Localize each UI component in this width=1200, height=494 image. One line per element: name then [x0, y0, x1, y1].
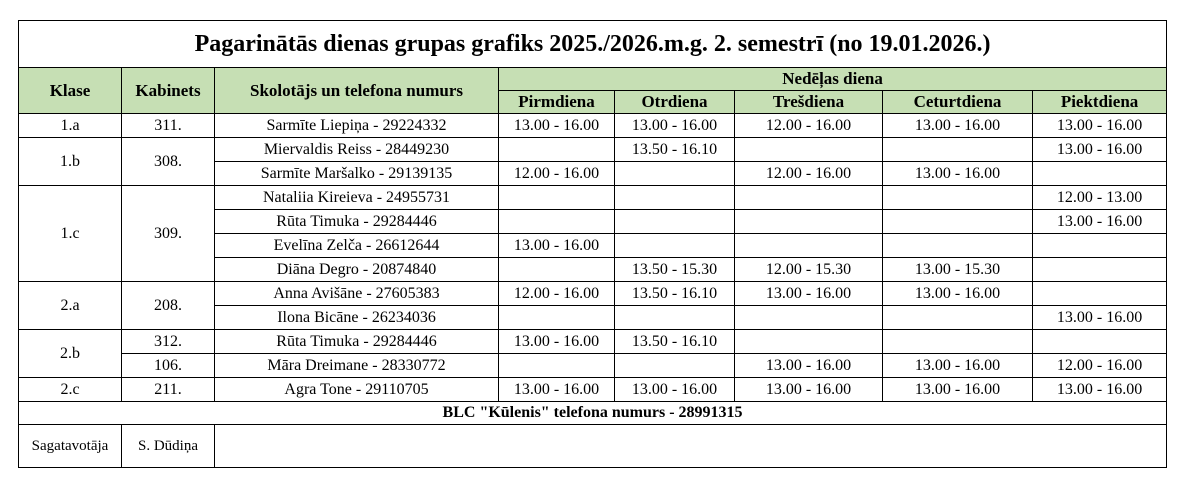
teacher-cell: Evelīna Zelča - 26612644 — [215, 234, 499, 258]
time-cell — [1033, 258, 1167, 282]
prepared-by-label: Sagatavotāja — [19, 425, 122, 468]
time-cell — [1033, 282, 1167, 306]
time-cell: 12.00 - 16.00 — [1033, 354, 1167, 378]
time-cell — [499, 306, 615, 330]
blc-row — [19, 402, 1167, 425]
time-cell: 13.50 - 16.10 — [615, 282, 735, 306]
time-cell: 13.00 - 16.00 — [499, 234, 615, 258]
time-cell — [883, 330, 1033, 354]
time-cell — [735, 186, 883, 210]
teacher-cell: Nataliia Kireieva - 24955731 — [215, 186, 499, 210]
time-cell — [735, 138, 883, 162]
time-cell: 13.00 - 16.00 — [1033, 210, 1167, 234]
header-row-1 — [19, 68, 1167, 91]
time-cell: 13.00 - 16.00 — [1033, 306, 1167, 330]
time-cell — [615, 186, 735, 210]
time-cell: 13.00 - 16.00 — [735, 354, 883, 378]
time-cell — [615, 306, 735, 330]
header-kabinets: Kabinets — [122, 68, 215, 114]
teacher-cell: Sarmīte Maršalko - 29139135 — [215, 162, 499, 186]
kabinets-cell: 309. — [122, 186, 215, 282]
header-day-tresdiena: Trešdiena — [735, 91, 883, 114]
time-cell: 12.00 - 16.00 — [735, 162, 883, 186]
header-day-pirmdiena: Pirmdiena — [499, 91, 615, 114]
time-cell — [615, 162, 735, 186]
time-cell: 13.00 - 16.00 — [615, 114, 735, 138]
kabinets-cell: 312. — [122, 330, 215, 354]
table-row — [19, 282, 1167, 306]
header-day-piektdiena: Piektdiena — [1033, 91, 1167, 114]
time-cell: 13.50 - 16.10 — [615, 330, 735, 354]
table-row — [19, 378, 1167, 402]
kabinets-cell: 311. — [122, 114, 215, 138]
time-cell: 13.00 - 16.00 — [735, 378, 883, 402]
time-cell: 13.00 - 16.00 — [883, 162, 1033, 186]
klase-cell: 2.b — [19, 330, 122, 378]
time-cell: 13.00 - 16.00 — [1033, 138, 1167, 162]
time-cell — [883, 306, 1033, 330]
klase-cell: 2.c — [19, 378, 122, 402]
time-cell: 12.00 - 15.30 — [735, 258, 883, 282]
time-cell — [735, 306, 883, 330]
table-row — [19, 330, 1167, 354]
schedule-table — [18, 20, 1167, 468]
teacher-cell: Rūta Timuka - 29284446 — [215, 210, 499, 234]
time-cell: 13.00 - 16.00 — [883, 354, 1033, 378]
footer-row — [19, 425, 1167, 468]
time-cell — [499, 138, 615, 162]
time-cell: 13.00 - 16.00 — [1033, 378, 1167, 402]
klase-cell: 1.c — [19, 186, 122, 282]
prepared-by-name: S. Dūdiņa — [122, 425, 215, 468]
teacher-cell: Rūta Timuka - 29284446 — [215, 330, 499, 354]
table-row — [19, 186, 1167, 210]
klase-cell: 1.b — [19, 138, 122, 186]
time-cell: 13.00 - 16.00 — [499, 114, 615, 138]
time-cell: 13.50 - 15.30 — [615, 258, 735, 282]
time-cell — [1033, 234, 1167, 258]
header-teacher: Skolotājs un telefona numurs — [215, 68, 499, 114]
time-cell — [883, 138, 1033, 162]
table-row — [19, 114, 1167, 138]
kabinets-cell: 308. — [122, 138, 215, 186]
time-cell — [615, 210, 735, 234]
kabinets-cell: 106. — [122, 354, 215, 378]
time-cell — [883, 186, 1033, 210]
time-cell: 13.00 - 16.00 — [499, 378, 615, 402]
time-cell: 13.00 - 15.30 — [883, 258, 1033, 282]
teacher-cell: Anna Avišāne - 27605383 — [215, 282, 499, 306]
time-cell: 12.00 - 16.00 — [499, 162, 615, 186]
time-cell — [499, 258, 615, 282]
time-cell — [735, 234, 883, 258]
teacher-cell: Agra Tone - 29110705 — [215, 378, 499, 402]
time-cell — [1033, 162, 1167, 186]
klase-cell: 1.a — [19, 114, 122, 138]
blc-phone-text: BLC "Kūlenis" telefona numurs - 28991315 — [19, 402, 1167, 425]
teacher-cell: Diāna Degro - 20874840 — [215, 258, 499, 282]
footer-empty-cell — [215, 425, 1167, 468]
time-cell — [883, 210, 1033, 234]
time-cell: 13.00 - 16.00 — [735, 282, 883, 306]
header-klase: Klase — [19, 68, 122, 114]
page-title: Pagarinātās dienas grupas grafiks 2025./2026.m.g. 2. semestrī (no 19.01.2026.) — [19, 21, 1167, 68]
header-day-otrdiena: Otrdiena — [615, 91, 735, 114]
time-cell — [499, 210, 615, 234]
time-cell: 12.00 - 16.00 — [735, 114, 883, 138]
time-cell: 13.00 - 16.00 — [883, 378, 1033, 402]
time-cell — [883, 234, 1033, 258]
table-row — [19, 354, 1167, 378]
kabinets-cell: 211. — [122, 378, 215, 402]
klase-cell: 2.a — [19, 282, 122, 330]
time-cell — [499, 354, 615, 378]
time-cell: 13.00 - 16.00 — [499, 330, 615, 354]
time-cell: 13.00 - 16.00 — [883, 114, 1033, 138]
time-cell — [735, 210, 883, 234]
teacher-cell: Sarmīte Liepiņa - 29224332 — [215, 114, 499, 138]
kabinets-cell: 208. — [122, 282, 215, 330]
time-cell: 12.00 - 16.00 — [499, 282, 615, 306]
header-day-ceturtdiena: Ceturtdiena — [883, 91, 1033, 114]
teacher-cell: Ilona Bicāne - 26234036 — [215, 306, 499, 330]
time-cell — [499, 186, 615, 210]
time-cell — [1033, 330, 1167, 354]
time-cell — [615, 354, 735, 378]
time-cell: 13.00 - 16.00 — [615, 378, 735, 402]
time-cell: 12.00 - 13.00 — [1033, 186, 1167, 210]
time-cell: 13.00 - 16.00 — [1033, 114, 1167, 138]
time-cell: 13.00 - 16.00 — [883, 282, 1033, 306]
time-cell — [615, 234, 735, 258]
header-week: Nedēļas diena — [499, 68, 1167, 91]
title-row — [19, 21, 1167, 68]
teacher-cell: Miervaldis Reiss - 28449230 — [215, 138, 499, 162]
table-row — [19, 138, 1167, 162]
time-cell: 13.50 - 16.10 — [615, 138, 735, 162]
time-cell — [735, 330, 883, 354]
teacher-cell: Māra Dreimane - 28330772 — [215, 354, 499, 378]
